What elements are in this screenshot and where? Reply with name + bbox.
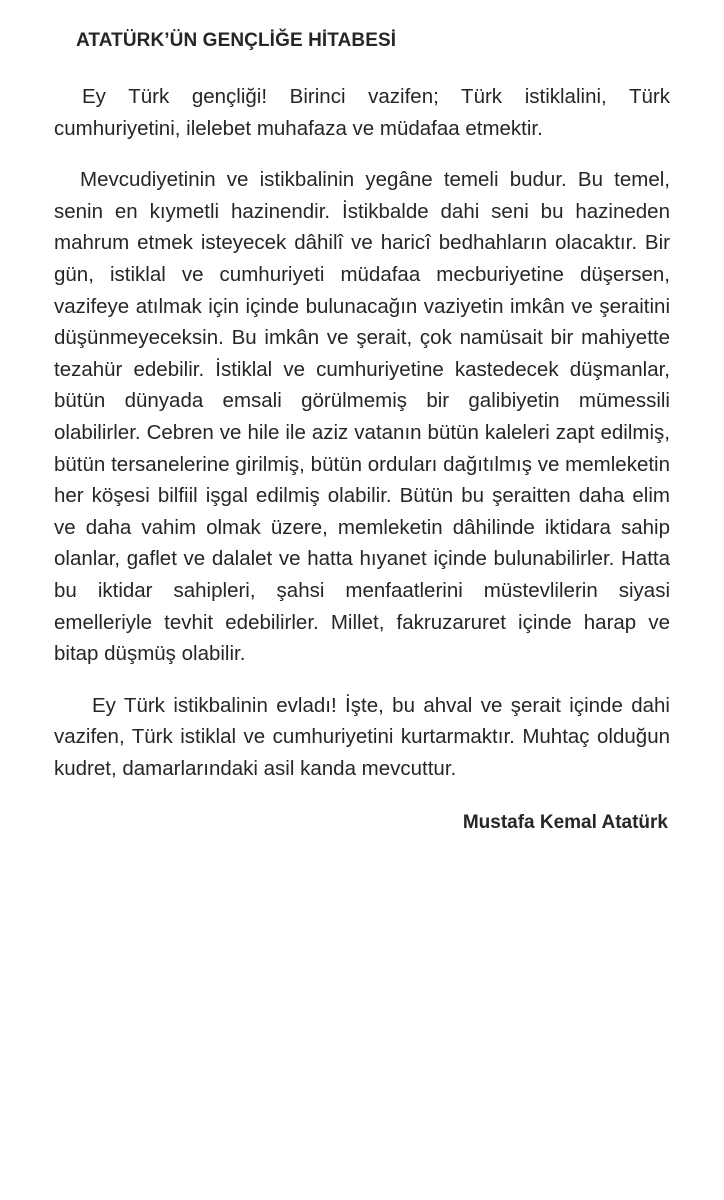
signature: Mustafa Kemal Atatürk (462, 812, 668, 834)
paragraph-3: Ey Türk istikbalinin evladı! İşte, bu ahval ve şerait içinde dahi vazifen, Türk istiklal ve cumhuriyetini kurtarmaktır. Muhtaç olduğun kudret, damarlarındaki asil kanda mevcuttur. (54, 693, 670, 780)
paragraph-1: Ey Türk gençliği! Birinci vazifen; Türk istiklalini, Türk cumhuriyetini, ilelebet muhafaza ve müdafaa etmektir. (54, 85, 670, 140)
paragraph-2: Mevcudiyetinin ve istikbalinin yegâne temeli budur. Bu temel, senin en kıymetli hazinendir. İstikbalde dahi seni bu hazineden mahrum etmek isteyecek dâhilî ve haricî bedhahların olacaktır. Bir gün, istiklal ve cumhuriyeti müdafaa mecburiyetine düşersen, vazifeye atılmak için içinde bulunacağın vaziyetin imkân ve şeraitini düşünmeyeceksin. Bu imkân ve şerait, çok namüsait bir mahiyette tezahür edebilir. İstiklal ve cumhuriyetine kastedecek düşmanlar, bütün dünyada emsali görülmemiş bir galibiyetin mümessili olabilirler. Cebren ve hile ile aziz vatanın bütün kaleleri zapt edilmiş, bütün tersanelerine girilmiş, bütün orduları dağıtılmış ve memleketin her köşesi bilfiil işgal edilmiş olabilir. Bütün bu şeraitten daha elim ve daha vahim olmak üzere, memleketin dâhilinde iktidara sahip olanlar, gaflet ve dalalet ve hatta hıyanet içinde bulunabilirler. Hatta bu iktidar sahipleri, şahsi menfaatlerini müstevlilerin siyasi emelleriyle tevhit edebilirler. Millet, fakruzaruret içinde harap ve bitap düşmüş olabilir. (54, 168, 670, 666)
document-title: ATATÜRK’ÜN GENÇLİĞE HİTABESİ (76, 30, 397, 51)
document-page (54, 24, 670, 839)
